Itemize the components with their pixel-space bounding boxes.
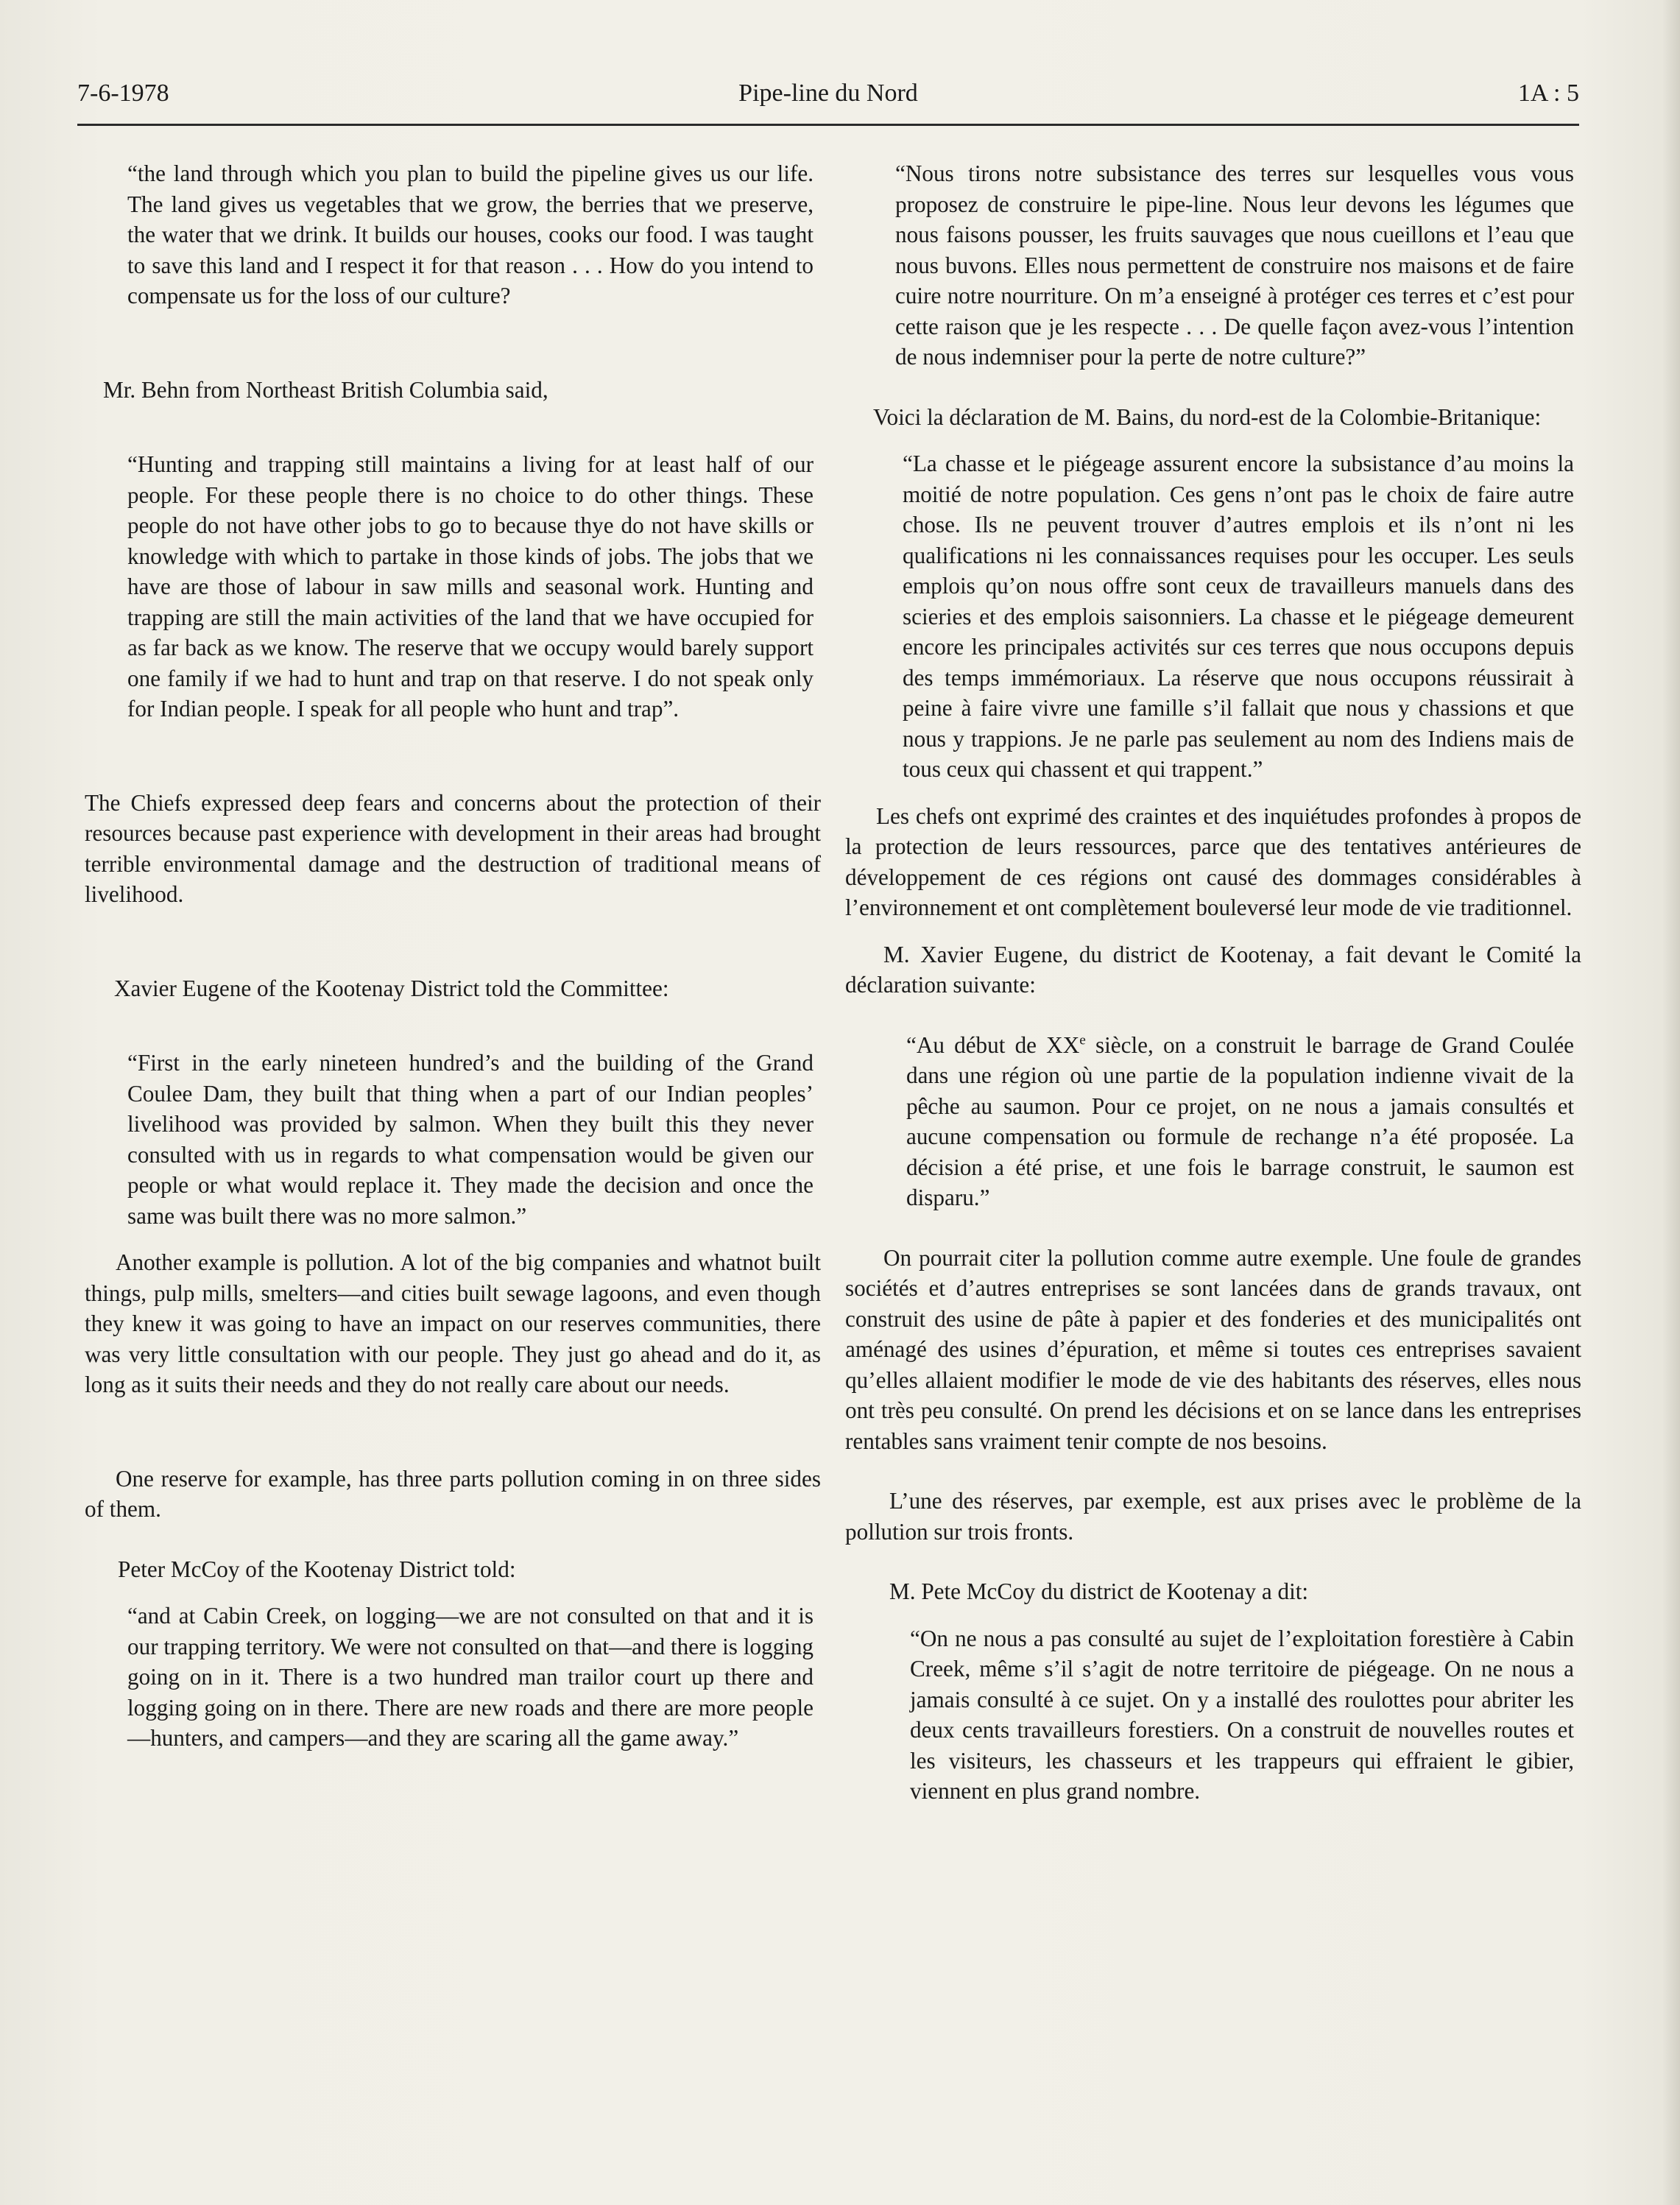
english-column: [85, 158, 821, 1754]
header-date: 7-6-1978: [77, 80, 169, 107]
header-rule: [77, 124, 1579, 126]
speaker-intro: M. Xavier Eugene, du district de Kootenay, a fait devant le Comité la déclaration suivante:: [845, 941, 1581, 998]
speaker-intro: Mr. Behn from Northeast British Columbia said,: [103, 376, 548, 403]
body-paragraph: The Chiefs expressed deep fears and concerns about the protection of their resources because past experience with development in their areas had brought terrible environmental damage and the destruction of traditional means of livelihood.: [85, 789, 821, 907]
quote-paragraph: “First in the early nineteen hundred’s and the building of the Grand Coulee Dam, they built that thing when a part of our Indian peoples’ livelihood was provided by salmon. When they built this they never consulted with us in regards to what compensation would be given our people or what would replace it. They made the decision and once the same was built there was no more salmon.”: [127, 1050, 813, 1229]
body-paragraph: One reserve for example, has three parts pollution coming in on three sides of them.: [85, 1465, 821, 1522]
body-paragraph: Les chefs ont exprimé des craintes et des inquiétudes profondes à propos de la protection de leurs ressources, parce que des tentatives antérieures de développement de ces régions ont causé des dommages considérables à l’environnement et ont complètement bouleversé leur mode de vie traditionnel.: [845, 802, 1581, 920]
quote-paragraph: “Nous tirons notre subsistance des terres sur lesquelles vous vous proposez de construire le pipe-line. Nous leur devons les légumes que nous faisons pousser, les fruits sauvages que nous cueillons et l’eau que nous buvons. Elles nous permettent de construire nos maisons et de faire cuire notre nourriture. On m’a enseigné à protéger ces terres et c’est pour cette raison que je les respecte . . . De quelle façon avez-vous l’intention de nous indemniser pour la perte de notre culture?”: [895, 160, 1574, 370]
quote-paragraph: [845, 1030, 1581, 1213]
speaker-intro: M. Pete McCoy du district de Kootenay a dit:: [889, 1578, 1309, 1604]
speaker-intro: Xavier Eugene of the Kootenay District told the Committee:: [114, 975, 669, 1001]
superscript: e: [1079, 1032, 1086, 1048]
page-header: [77, 80, 1579, 124]
quote-paragraph: “La chasse et le piégeage assurent encore la subsistance d’au moins la moitié de notre population. Ces gens n’ont pas le choix de faire autre chose. Ils ne peuvent trouver d’autres emplois et ils n’ont ni les qualifications ni les connaissances requises pour les occuper. Les seuls emplois qu’on nous offre sont ceux de travailleurs manuels dans des scieries et des emplois saisonniers. La chasse et le piégeage demeurent encore les principales activités sur ces terres que nous occupons depuis des temps immémoriaux. La réserve que nous occupons réussirait à peine à faire vivre une famille s’il fallait que nous y chassions et que nous y trappions. Je ne parle pas seulement au nom des Indiens mais de tous ceux qui chassent et qui trappent.”: [903, 451, 1574, 782]
body-paragraph: On pourrait citer la pollution comme autre exemple. Une foule de grandes sociétés et d’autres entreprises se sont lancées dans de grands travaux, ont construit des usine de pâte à papier et des fonderies et des municipalités ont aménagé des usines d’épuration, et même si toutes ces entreprises savaient qu’elles allaient modifier le mode de vie des habitants des réserves, elles nous ont très peu consulté. On prend les décisions et on se lance dans les entreprises rentables sans vraiment tenir compte de nos besoins.: [845, 1244, 1581, 1454]
quote-text: “Au début de XX: [906, 1031, 1080, 1058]
quote-text: siècle, on a construit le barrage de Grand Coulée dans une région où une partie de la population indienne vivait de la pêche au saumon. Pour ce projet, on ne nous a jamais consultés et aucune compensation ou formule de rechange n’a été proposée. La décision a été prise, et une fois le barrage construit, le saumon est disparu.”: [906, 1031, 1574, 1210]
french-column: [845, 158, 1581, 1807]
quote-paragraph: “and at Cabin Creek, on logging—we are not consulted on that and it is our trapping territory. We were not consulted on that—and there is logging going on in it. There is a two hundred man trailor court up there and logging going on in there. There are new roads and there are more people—hunters, and campers—and they are scaring all the game away.”: [127, 1603, 814, 1751]
header-title: Pipe-line du Nord: [738, 80, 918, 107]
body-paragraph: Another example is pollution. A lot of the big companies and whatnot built things, pulp mills, smelters—and cities built sewage lagoons, and even though they knew it was going to have an impact on our reserves communities, there was very little consultation with our people. They just go ahead and do it, as long as it suits their needs and they do not really care about our needs.: [85, 1249, 821, 1397]
quote-paragraph: “On ne nous a pas consulté au sujet de l’exploitation forestière à Cabin Creek, même s’il s’agit de notre territoire de piégeage. On ne nous a jamais consulté à ce sujet. On y a installé des roulottes pour abriter les deux cents travailleurs forestiers. On a construit de nouvelles routes et les visiteurs, les chasseurs et les trappeurs qui effraient le gibier, viennent en plus grand nombre.: [910, 1625, 1574, 1804]
quote-paragraph: “Hunting and trapping still maintains a living for at least half of our people. For these people there is no choice to do other things. These people do not have other jobs to go to because thye do not have skills or knowledge with which to partake in those kinds of jobs. The jobs that we have are those of labour in saw mills and seasonal work. Hunting and trapping are still the main activities of the land that we have occupied for as far back as we know. The reserve that we occupy would barely support one family if we had to hunt and trap on that reserve. I do not speak only for Indian people. I speak for all people who hunt and trap”.: [127, 451, 813, 722]
body-paragraph: L’une des réserves, par exemple, est aux prises avec le problème de la pollution sur trois fronts.: [845, 1488, 1581, 1545]
quote-paragraph: “the land through which you plan to build the pipeline gives us our life. The land gives us vegetables that we grow, the berries that we preserve, the water that we drink. It builds our houses, cooks our food. I was taught to save this land and I respect it for that reason . . . How do you intend to compensate us for the loss of our culture?: [127, 160, 813, 308]
header-page-number: 1A : 5: [1517, 80, 1579, 107]
page-edge-shadow: [1662, 0, 1680, 2205]
speaker-intro: Peter McCoy of the Kootenay District told:: [118, 1556, 516, 1582]
speaker-intro: Voici la déclaration de M. Bains, du nord-est de la Colombie-Britanique:: [873, 403, 1542, 430]
